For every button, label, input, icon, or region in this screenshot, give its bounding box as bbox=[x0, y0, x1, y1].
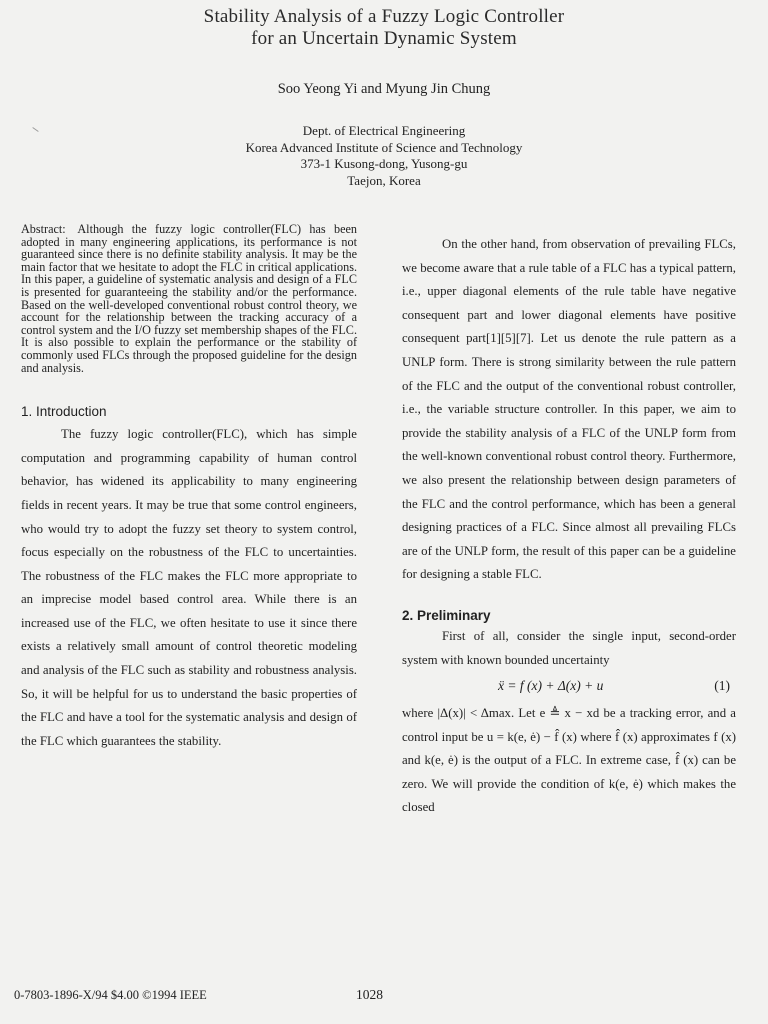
left-column bbox=[21, 223, 357, 753]
affiliation-line: Taejon, Korea bbox=[347, 172, 421, 188]
page-number: 1028 bbox=[356, 987, 383, 1002]
intro-paragraph: The fuzzy logic controller(FLC), which has simple computation and programming capability of human control behavior, has widened its applicability to many engineering fields in recent years. It may be true that some control engineers, who would try to adopt the fuzzy set theory to system control, focus especially on the robustness of the FLC to uncertainties. The robustness of the FLC makes the FLC more appropriate to an imprecise model based control area. While there is an increased use of the FLC, we often hesitate to use it since there exists a relatively small amount of control theoretic modeling and analysis of the FLC such as stability and robustness analysis. So, it will be helpful for us to understand the basic properties of the FLC and have a tool for the systematic analysis and design of the FLC which guarantees the stability. bbox=[21, 427, 357, 748]
after-equation-paragraph: where |Δ(x)| < Δmax. Let e ≜ x − xd be a tracking error, and a control input be u = k(e, ė) − f̂ (x) where f̂ (x) approximates f (x) and k(e, ė) is the output of a FLC. In extreme case, f̂ (x) can be zero. We will provide the condition of k(e, ė) which makes the closed bbox=[402, 706, 736, 815]
affiliation-line: 373-1 Kusong-dong, Yusong-gu bbox=[300, 156, 468, 171]
affiliation bbox=[0, 123, 768, 189]
right-paragraph: On the other hand, from observation of prevailing FLCs, we become aware that a rule table of a FLC has a typical pattern, i.e., upper diagonal elements of the rule table have negative consequent part and lower diagonal elements have positive consequent part[1][5][7]. Let us denote the rule pattern as a UNLP form. There is strong similarity between the rule pattern of the FLC and the output of the conventional robust controller, i.e., the variable structure controller. In this paper, we aim to provide the stability analysis of a FLC of the UNLP form from the well-known conventional robust control theory. Furthermore, we also present the relationship between design parameters of the FLC and the control performance, which has been a general designing practices of a FLC. Since almost all prevailing FLCs are of the UNLP form, the result of this paper can be a guideline for designing a stable FLC. bbox=[402, 237, 736, 582]
equation-row bbox=[402, 672, 736, 702]
prelim-heading: 2. Preliminary bbox=[402, 607, 491, 623]
title-line-1: Stability Analysis of a Fuzzy Logic Controller bbox=[203, 6, 565, 27]
intro-heading: 1. Introduction bbox=[21, 404, 107, 420]
abstract-text: Although the fuzzy logic controller(FLC) has been adopted in many engineering applications, its performance is not guaranteed since there is no definite stability analysis. It may be the main factor that we hesitate to adopt the FLC in critical applications. In this paper, a guideline of systematic analysis and design of a FLC is presented for guaranteeing the stability and/or the performance. Based on the well-developed conventional robust control theory, we account for the relationship between the tracking accuracy of a control system and the I/O fuzzy set membership shapes of the FLC. It is also possible to explain the performance or the stability of commonly used FLCs through the proposed guideline for the design and analysis. bbox=[21, 222, 357, 375]
equation: ẍ = f (x) + Δ(x) + u bbox=[498, 678, 604, 694]
abstract bbox=[21, 223, 357, 374]
copyright-line: 0-7803-1896-X/94 $4.00 ©1994 IEEE bbox=[14, 988, 207, 1002]
prelim-paragraph: First of all, consider the single input, second-order system with known bounded uncertainty bbox=[402, 628, 736, 667]
affiliation-line: Korea Advanced Institute of Science and Technology bbox=[245, 139, 523, 155]
affiliation-line: Dept. of Electrical Engineering bbox=[302, 123, 466, 138]
author-list: Soo Yeong Yi and Myung Jin Chung bbox=[277, 81, 491, 97]
paper-title bbox=[0, 6, 768, 50]
title-line-2: for an Uncertain Dynamic System bbox=[251, 28, 517, 49]
abstract-label: Abstract: bbox=[21, 222, 66, 236]
right-column bbox=[402, 233, 736, 820]
equation-number: (1) bbox=[714, 678, 730, 694]
